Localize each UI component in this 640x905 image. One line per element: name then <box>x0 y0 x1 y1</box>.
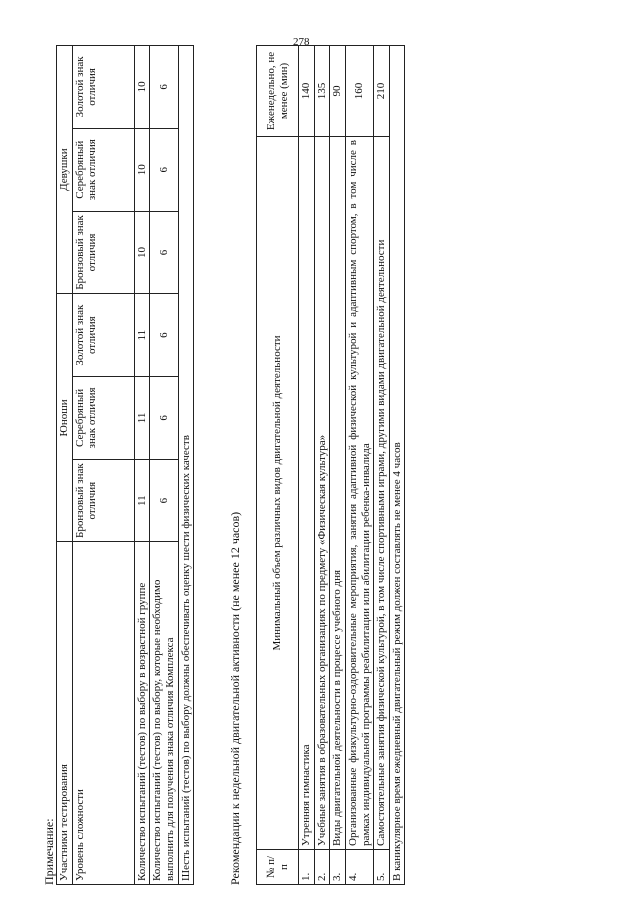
difficulty-label: Уровень сложности <box>72 542 134 885</box>
badge-header: Золотой знак отличия <box>72 294 134 377</box>
table-row <box>314 46 330 885</box>
row-time: 135 <box>314 46 330 137</box>
row-activity: Учебные занятия в образовательных организациях по предмету «Физическая культура» <box>314 137 330 850</box>
row-activity: Утренняя гимнастика <box>299 137 315 850</box>
table-row <box>330 46 346 885</box>
table-footer: В каникулярное время ежедневный двигательный режим должен составлять не менее 4 часов <box>389 46 405 885</box>
cell-value: 10 <box>134 128 150 211</box>
row-num: 1. <box>299 850 315 885</box>
row-time: 210 <box>374 46 390 137</box>
table-row <box>374 46 390 885</box>
row-activity: Самостоятельные занятия физической культурой, в том числе спортивными играми, другими видами двигательной деятельности <box>374 137 390 850</box>
activity-caption: Рекомендации к недельной двигательной активности (не менее 12 часов) <box>228 511 242 885</box>
badge-header: Бронзовый знак отличия <box>72 211 134 294</box>
activity-table <box>256 45 405 885</box>
row-time: 140 <box>299 46 315 137</box>
table-row <box>389 46 405 885</box>
table-row <box>72 46 134 885</box>
badge-header: Бронзовый знак отличия <box>72 459 134 542</box>
cell-value: 6 <box>150 377 178 460</box>
row-activity: Организованные физкультурно-оздоровительные мероприятия, занятия адаптивной физической культурой и адаптивным спортом, в том числе в рамках индивидуальной программы реабилитации или абилитации ребенка-инвалида <box>345 137 373 850</box>
badge-header: Серебряный знак отличия <box>72 128 134 211</box>
row-num: 3. <box>330 850 346 885</box>
row-time: 90 <box>330 46 346 137</box>
row-label: Количество испытаний (тестов) по выбору, которые необходимо выполнить для получения знака отличия Комплекса <box>150 542 178 885</box>
row-num: 2. <box>314 850 330 885</box>
table-row <box>150 46 178 885</box>
cell-value: 11 <box>134 294 150 377</box>
girls-label: Девушки <box>57 46 73 294</box>
row-num: 4. <box>345 850 373 885</box>
table-row <box>345 46 373 885</box>
cell-value: 6 <box>150 459 178 542</box>
note-label: Примечание: <box>42 818 56 885</box>
rotated-page-content <box>42 20 602 885</box>
cell-value: 6 <box>150 46 178 129</box>
badge-header: Серебряный знак отличия <box>72 377 134 460</box>
row-num: 5. <box>374 850 390 885</box>
cell-value: 6 <box>150 128 178 211</box>
header-num: № п/п <box>257 850 299 885</box>
cell-value: 11 <box>134 377 150 460</box>
row-time: 160 <box>345 46 373 137</box>
cell-value: 11 <box>134 459 150 542</box>
row-label: Количество испытаний (тестов) по выбору в возрастной группе <box>134 542 150 885</box>
cell-value: 6 <box>150 211 178 294</box>
table-row <box>257 46 299 885</box>
cell-value: 10 <box>134 46 150 129</box>
page-number: 278 <box>293 36 310 48</box>
table-row <box>178 46 194 885</box>
row-activity: Виды двигательной деятельности в процессе учебного дня <box>330 137 346 850</box>
boys-label: Юноши <box>57 294 73 542</box>
participants-label: Участники тестирования <box>57 542 73 885</box>
badge-header: Золотой знак отличия <box>72 46 134 129</box>
cell-value: 6 <box>150 294 178 377</box>
header-time: Еженедельно, не менее (мин) <box>257 46 299 137</box>
testing-table <box>56 45 194 885</box>
table-row <box>299 46 315 885</box>
cell-value: 10 <box>134 211 150 294</box>
table-row <box>134 46 150 885</box>
table-row <box>57 46 73 885</box>
header-activity: Минимальный объем различных видов двигательной деятельности <box>257 137 299 850</box>
table-footer: Шесть испытаний (тестов) по выбору должны обеспечивать оценку шести физических качеств <box>178 46 194 885</box>
